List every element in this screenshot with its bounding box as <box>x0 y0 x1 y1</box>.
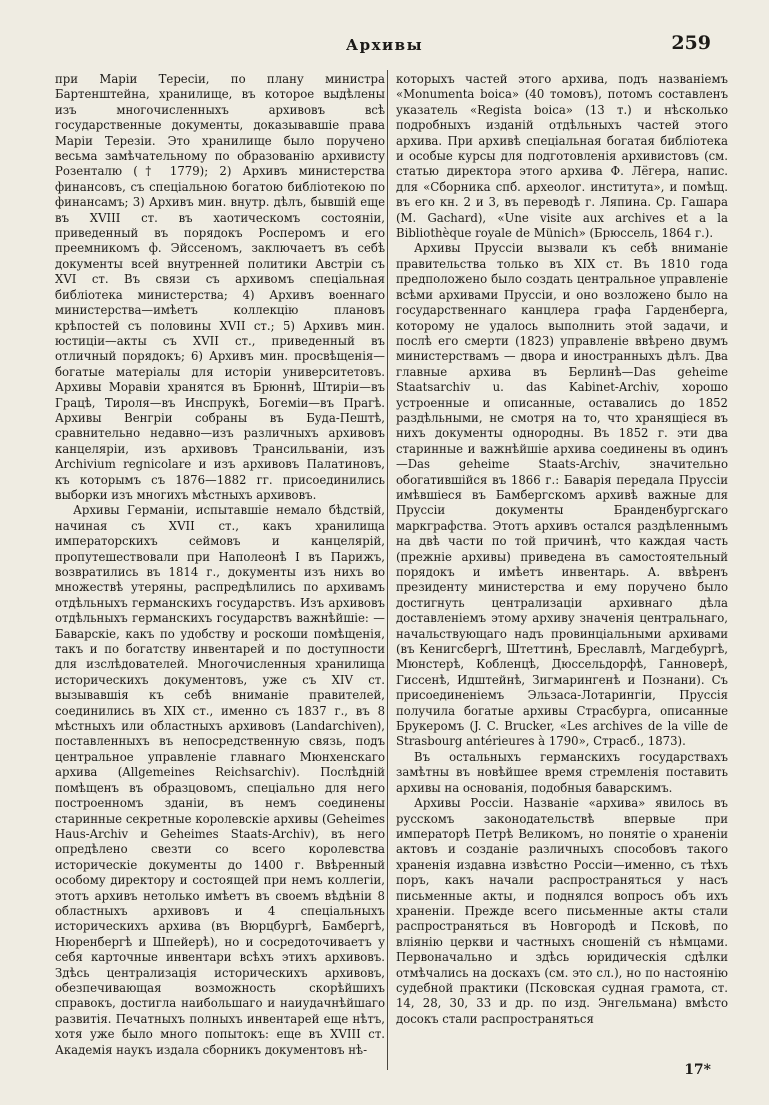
right-column <box>396 72 728 1027</box>
paragraph-germany-archives: Архивы Германіи, испытавшіе немало бѣдствій, начиная съ XVII ст., какъ хранилища императорскихъ сеймовъ и канцелярій, пропутешествовали при Наполеонѣ I въ Парижъ, возвратились въ 1814 г., документы изъ нихъ во множествѣ утеряны, распредѣлились по архивамъ отдѣльныхъ германскихъ государствъ. Изъ архивовъ отдѣльныхъ германскихъ государствъ важнѣйшіе: — Баварскіе, какъ по удобству и роскоши помѣщенія, такъ и по богатству инвентарей и по доступности для изслѣдователей. Многочисленныя хранилища историческихъ документовъ, уже съ XIV ст. вызывавшія къ себѣ вниманіе правителей, соединились въ XIX ст., именно съ 1837 г., въ 8 мѣстныхъ или областныхъ архивовъ (Landarchiven), поставленныхъ въ непосредственную связь, подъ центральное управленіе главнаго Мюнхенскаго архива (Allgemeines Reichsarchiv). Послѣдній помѣщенъ въ образцовомъ, спеціально для него построенномъ зданіи, въ немъ соединены старинные секретные королевскіе архивы (Geheimes Haus-Archiv и Geheimes Staats-Archiv), въ него опредѣлено свезти со всего королевства историческіе документы до 1400 г. Ввѣренный особому директору и состоящей при немъ коллегіи, этотъ архивъ нетолько имѣетъ въ своемъ вѣдѣніи 8 областныхъ архивовъ и 4 спеціальныхъ историческихъ архива (въ Вюрцбургѣ, Бамбергѣ, Нюренбергѣ и Шпейерѣ), но и сосредоточиваетъ у себя карточные инвентари всѣхъ этихъ архивовъ. Здѣсь централизація историческихъ архивовъ, обезпечивающая возможность скорѣйшихъ справокъ, достигла наибольшаго и наиудачнѣйшаго развитія. Печатныхъ полныхъ инвентарей еще нѣтъ, хотя уже было много попытокъ: еще въ XVIII ст. Академія наукъ издала сборникъ документовъ нѣ- <box>55 503 385 1057</box>
paragraph-bavaria-continued: которыхъ частей этого архива, подъ названіемъ «Monumenta boica» (40 томовъ), потомъ составленъ указатель «Regista boica» (13 т.) и нѣсколько подробныхъ изданій отдѣльныхъ частей этого архива. При архивѣ спеціальная богатая библіотека и особые курсы для подготовленія архивистовъ (см. статью директора этого архива Ф. Лёгера, напис. для «Сборника спб. археолог. института», и помѣщ. въ его кн. 2 и 3, въ переводѣ г. Ляпина. Ср. Гашара (M. Gachard), «Une visite aux archives et a la Bibliothèque royale de Münich» (Брюссель, 1864 г.). <box>396 72 728 241</box>
paragraph-other-german-states: Въ остальныхъ германскихъ государствахъ замѣтны въ новѣйшее время стремленія поставить архивы на основанія, подобныя баварскимъ. <box>396 749 728 795</box>
column-divider <box>387 70 388 1070</box>
paragraph-prussia-archives: Архивы Пруссіи вызвали къ себѣ вниманіе правительства только въ XIX ст. Въ 1810 года предположено было создать центральное управленіе всѣми архивами Пруссіи, и оно возложено было на государственнаго канцлера графа Гарденберга, которому не удалось выполнить этой задачи, и послѣ его смерти (1823) управленіе ввѣрено двумъ министерствамъ — двора и иностранныхъ дѣлъ. Два главные архива въ Берлинѣ—Das geheime Staatsarchiv u. das Kabinet-Archiv, хорошо устроенные и описанные, оставались до 1852 раздѣльными, не смотря на то, что хранящіеся въ нихъ документы однородны. Въ 1852 г. эти два старинные и важнѣйшіе архива соединены въ одинъ—Das geheime Staats-Archiv, значительно обогатившійся въ 1866 г.: Баварія передала Пруссіи имѣвшіеся въ Бамбергскомъ архивѣ важные для Пруссіи документы Бранденбургскаго маркграфства. Этотъ архивъ остался раздѣленнымъ на двѣ части по той причинѣ, что каждая часть (прежніе архивы) приведена въ самостоятельный порядокъ и имѣетъ инвентарь. А. ввѣренъ президенту министерства и ему поручено было достигнуть централизаціи архивнаго дѣла доставленіемъ этому архиву значенія центральнаго, начальствующаго надъ провинціальными архивами (въ Кенигсбергѣ, Штеттинѣ, Бреславлѣ, Магдебургѣ, Мюнстерѣ, Кобленцѣ, Дюссельдорфѣ, Ганноверѣ, Гиссенѣ, Идштейнѣ, Зигмарингенѣ и Познани). Съ присоединеніемъ Эльзаса-Лотарингіи, Пруссія получила богатые архивы Страсбурга, описанные Брукеромъ (J. C. Brucker, «Les archives de la ville de Strasbourg antérieures à 1790», Страсб., 1873). <box>396 241 728 749</box>
paragraph-austria-archives: при Маріи Тересіи, по плану министра Бартенштейна, хранилище, въ которое выдѣлены изъ многочисленныхъ архивовъ всѣ государственные документы, доказывавшіе права Маріи Терезіи. Это хранилище было поручено весьма замѣчательному по образованію архивисту Розенталю († 1779); 2) Архивъ министерства финансовъ, съ спеціальною богатою библіотекою по финансамъ; 3) Архивъ мин. внутр. дѣлъ, бывшій еще въ XVIII ст. въ хаотическомъ состояніи, приведенный въ порядокъ Росперомъ и его преемникомъ ф. Эйссеномъ, заключаетъ въ себѣ документы всей внутренней политики Австріи съ XVI ст. Въ связи съ архивомъ спеціальная библіотека министерства; 4) Архивъ военнаго министерства—имѣетъ коллекцію плановъ крѣпостей съ половины XVII ст.; 5) Архивъ мин. юстиціи—акты съ XVII ст., приведенный въ отличный порядокъ; 6) Архивъ мин. просвѣщенія—богатые матеріалы для исторіи университетовъ. Архивы Моравіи хранятся въ Брюннѣ, Штиріи—въ Грацѣ, Тироля—въ Инспрукѣ, Богеміи—въ Прагѣ. Архивы Венгріи собраны въ Буда-Пештѣ, сравнительно недавно—изъ различныхъ архивовъ канцеляріи, изъ архивовъ Трансильваніи, изъ Archivium regnicolare и изъ архивовъ Палатиновъ, къ которымъ съ 1876—1882 гг. присоединились выборки изъ многихъ мѣстныхъ архивовъ. <box>55 72 385 502</box>
page-header <box>0 32 769 66</box>
left-column <box>55 72 385 1058</box>
signature-mark: 17* <box>684 1062 711 1078</box>
paragraph-russia-archives: Архивы Россіи. Названіе «архива» явилось въ русскомъ законодательствѣ впервые при императорѣ Петрѣ Великомъ, но понятіе о храненіи актовъ и созданіе различныхъ способовъ такого храненія издавна извѣстно Россіи—именно, съ тѣхъ поръ, какъ начали распространяться у насъ письменные акты, и поднялся вопросъ объ ихъ храненіи. Прежде всего письменные акты стали распространяться въ Новгородѣ и Псковѣ, по вліянію церкви и частныхъ сношеній съ нѣмцами. Первоначально и здѣсь юридическія сдѣлки отмѣчались на доскахъ (см. это сл.), но по настоянію судебной практики (Псковская судная грамота, ст. 14, 28, 30, 33 и др. по изд. Энгельмана) вмѣсто досокъ стали распространяться <box>396 796 728 1026</box>
running-head: Архивы <box>345 36 424 54</box>
page-number: 259 <box>671 32 711 54</box>
